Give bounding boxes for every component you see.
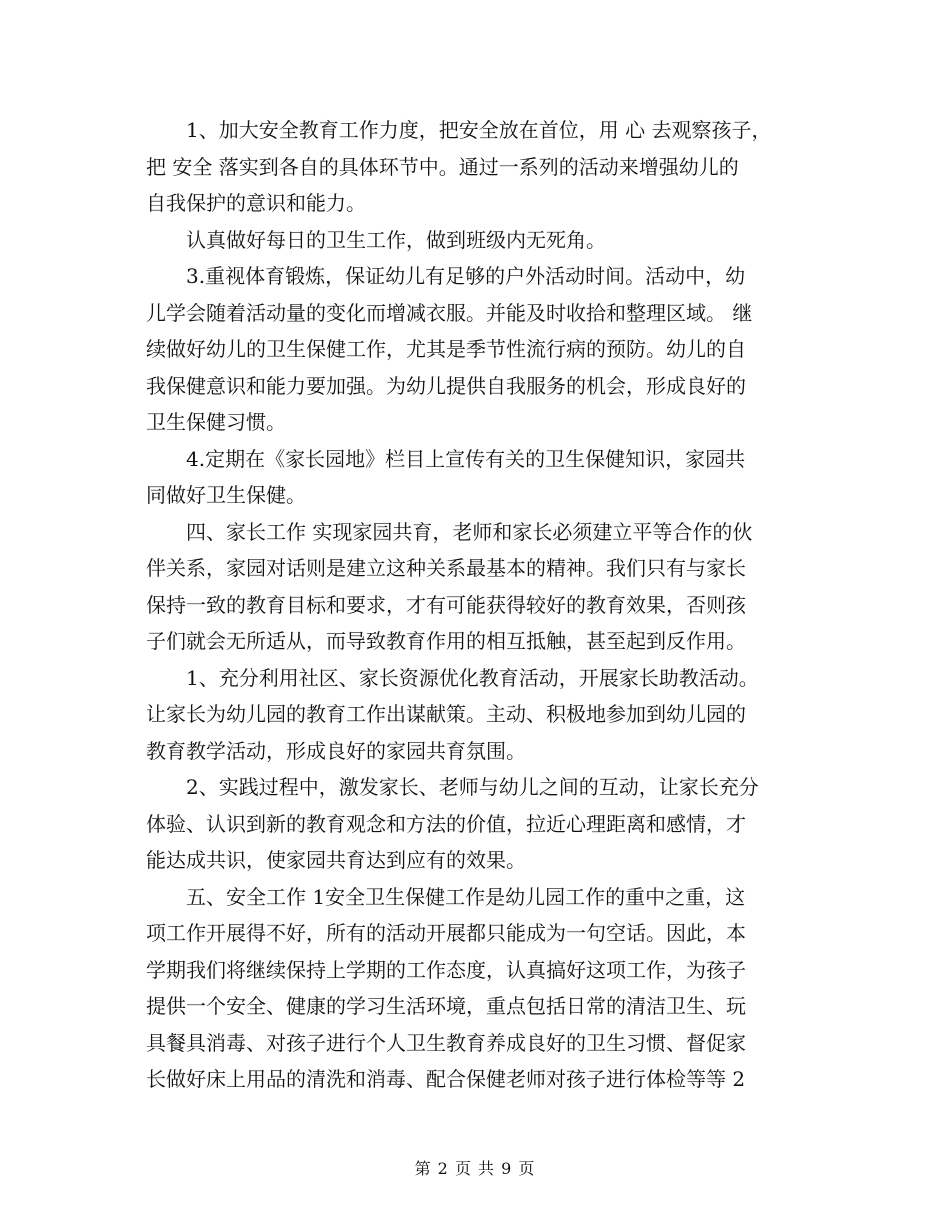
text-line: 子们就会无所适从，而导致教育作用的相互抵触，甚至起到反作用。 xyxy=(146,629,746,653)
text-line: 同做好卫生保健。 xyxy=(146,483,306,507)
text-line: 四、家长工作 实现家园共育，老师和家长必须建立平等合作的伙 xyxy=(146,519,753,544)
text-line: 把 安全 落实到各自的具体环节中。通过一系列的活动来增强幼儿的 xyxy=(146,154,739,179)
text-line: 自我保护的意识和能力。 xyxy=(146,191,366,215)
text-line: 提供一个安全、健康的学习生活环境，重点包括日常的清洁卫生、玩 xyxy=(146,994,746,1018)
text-line: 儿学会随着活动量的变化而增减衣服。并能及时收拾和整理区域。 继 xyxy=(146,300,753,325)
text-line: 能达成共识，使家园共育达到应有的效果。 xyxy=(146,848,526,872)
text-line: 1、充分利用社区、家长资源优化教育活动，开展家长助教活动。 xyxy=(146,665,759,690)
text-line: 长做好床上用品的清洗和消毒、配合保健老师对孩子进行体检等等 2 xyxy=(146,1067,746,1091)
text-line: 体验、认识到新的教育观念和方法的价值，拉近心理距离和感情，才 xyxy=(146,811,746,836)
text-line: 1、加大安全教育工作力度，把安全放在首位，用 心 去观察孩子， xyxy=(146,118,772,142)
text-line: 项工作开展得不好，所有的活动开展都只能成为一句空话。因此，本 xyxy=(146,921,746,945)
page-number-footer: 第 2 页 共 9 页 xyxy=(414,1159,536,1178)
text-line: 保持一致的教育目标和要求，才有可能获得较好的教育效果，否则孩 xyxy=(146,592,746,617)
text-line: 续做好幼儿的卫生保健工作，尤其是季节性流行病的预防。幼儿的自 xyxy=(146,337,746,361)
text-line: 卫生保健习惯。 xyxy=(146,410,286,434)
text-line: 学期我们将继续保持上学期的工作态度，认真搞好这项工作，为孩子 xyxy=(146,957,746,982)
text-line: 让家长为幼儿园的教育工作出谋献策。主动、积极地参加到幼儿园的 xyxy=(146,702,746,726)
text-line: 教育教学活动，形成良好的家园共育氛围。 xyxy=(146,738,526,763)
text-line: 五、安全工作 1安全卫生保健工作是幼儿园工作的重中之重，这 xyxy=(146,884,746,909)
text-line: 3.重视体育锻炼，保证幼儿有足够的户外活动时间。活动中，幼 xyxy=(146,264,746,288)
text-line: 我保健意识和能力要加强。为幼儿提供自我服务的机会，形成良好的 xyxy=(146,373,746,398)
document-body xyxy=(146,112,816,1098)
text-line: 具餐具消毒、对孩子进行个人卫生教育养成良好的卫生习惯、督促家 xyxy=(146,1030,746,1055)
text-line: 伴关系，家园对话则是建立这种关系最基本的精神。我们只有与家长 xyxy=(146,556,746,580)
text-line: 认真做好每日的卫生工作，做到班级内无死角。 xyxy=(146,227,606,252)
text-line: 4.定期在《家长园地》栏目上宣传有关的卫生保健知识，家园共 xyxy=(146,446,746,471)
text-line: 2、实践过程中，激发家长、老师与幼儿之间的互动，让家长充分 xyxy=(146,775,759,799)
